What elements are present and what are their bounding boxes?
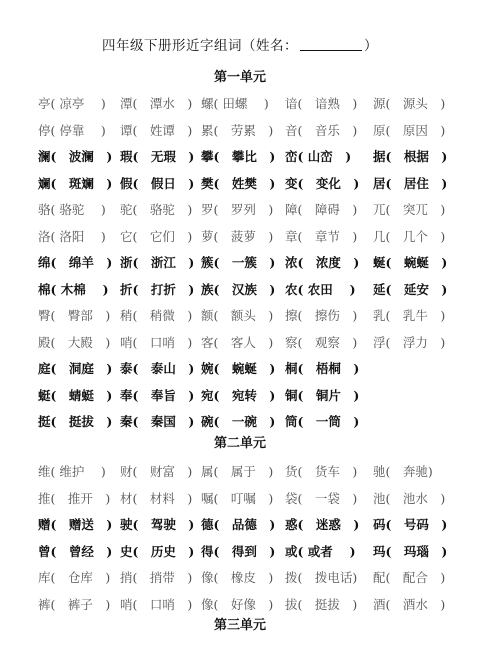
word-entry: 像( 橡皮 ) [201, 570, 274, 585]
word-entry: 拨( 拨电话) [285, 570, 358, 585]
word-entry: 攀( 攀比 ) [201, 149, 276, 164]
word-entry: 兀( 突兀 ) [373, 202, 446, 217]
word-entry: 财( 财富 ) [120, 464, 193, 479]
word-entry: 稍( 稍微 ) [120, 308, 193, 323]
word-row [38, 253, 458, 273]
word-entry: 属( 属于 ) [201, 464, 274, 479]
word-entry: 源( 源头 ) [373, 96, 446, 111]
word-entry: 它( 它们 ) [120, 228, 193, 244]
word-entry: 延( 延安 ) [373, 281, 448, 297]
section-heading: 第二单元 [213, 436, 266, 451]
word-entry: 泰( 泰山 ) [120, 361, 195, 376]
section-heading: 第一单元 [213, 70, 266, 85]
word-entry: 桐( 梧桐 ) [285, 361, 360, 376]
word-row [38, 147, 458, 167]
word-entry: 哨( 口哨 ) [120, 596, 193, 612]
word-entry: 驰( 奔驰) [373, 464, 433, 479]
word-entry: 萝( 菠萝 ) [201, 228, 274, 244]
word-row [38, 462, 458, 482]
word-entry: 谭( 姓谭 ) [120, 122, 193, 138]
word-entry: 嘱( 叮嘱 ) [201, 490, 274, 506]
word-row [38, 386, 458, 406]
word-entry: 碗( 一碗 ) [201, 414, 276, 429]
word-entry: 浙( 浙江 ) [120, 255, 195, 270]
word-entry: 蜓( 蜻蜓 ) [38, 387, 113, 403]
word-entry: 骆( 骆驼 ) [38, 202, 106, 217]
word-entry: 乳( 乳牛 ) [373, 308, 446, 323]
word-entry: 推( 推开 ) [38, 490, 111, 506]
word-row [38, 333, 458, 353]
word-entry: 音( 音乐 ) [285, 122, 358, 138]
word-entry: 赠( 赠送 ) [38, 517, 113, 532]
word-entry: 臀( 臀部 ) [38, 308, 111, 323]
word-row [38, 489, 458, 509]
word-entry: 农( 农田 ) [285, 281, 356, 297]
word-row [38, 359, 458, 379]
word-entry: 宛( 宛转 ) [201, 387, 276, 403]
word-row [38, 515, 458, 535]
word-entry: 庭( 洞庭 ) [38, 361, 113, 376]
word-entry: 码( 号码 ) [373, 517, 448, 532]
word-entry: 史( 历史 ) [120, 543, 195, 559]
word-entry: 停( 停靠 ) [38, 122, 106, 138]
word-row [38, 568, 458, 588]
word-entry: 亭( 凉亭 ) [38, 96, 106, 111]
word-entry: 浓( 浓度 ) [285, 255, 360, 270]
word-row [38, 227, 458, 247]
word-row [38, 94, 458, 114]
word-entry: 挺( 挺拔 ) [38, 414, 113, 429]
word-entry: 居( 居住 ) [373, 175, 448, 191]
title-text: 四年级下册形近字组词（姓名： [102, 38, 298, 54]
section-heading: 第三单元 [213, 618, 266, 633]
word-entry: 像( 好像 ) [201, 596, 274, 612]
word-entry: 奉( 奉旨 ) [120, 387, 195, 403]
word-entry: 铜( 铜片 ) [285, 387, 360, 403]
word-entry: 酒( 酒水 ) [373, 596, 446, 612]
word-entry: 累( 劳累 ) [201, 122, 274, 138]
word-entry: 得( 得到 ) [201, 543, 276, 559]
word-row [38, 200, 458, 220]
word-entry: 驶( 驾驶 ) [120, 517, 195, 532]
word-entry: 殿( 大殿 ) [38, 334, 111, 350]
word-entry: 螺( 田螺 ) [201, 96, 269, 111]
word-entry: 浮( 浮力 ) [373, 334, 446, 350]
worksheet-title [0, 34, 480, 54]
word-entry: 瑕( 无瑕 ) [120, 149, 195, 164]
word-entry: 障( 障碍 ) [285, 202, 358, 217]
word-row [38, 542, 458, 562]
word-entry: 谙( 谙熟 ) [285, 96, 358, 111]
word-entry: 绵( 绵羊 ) [38, 255, 113, 270]
word-entry: 樊( 姓樊 ) [201, 175, 276, 191]
word-entry: 玛( 玛瑙 ) [373, 543, 448, 559]
name-blank [300, 38, 362, 51]
word-entry: 斓( 斑斓 ) [38, 175, 113, 191]
word-entry: 秦( 秦国 ) [120, 414, 195, 429]
word-entry: 袋( 一袋 ) [285, 490, 358, 506]
word-entry: 据( 根据 ) [373, 149, 448, 164]
word-entry: 罗( 罗列 ) [201, 202, 274, 217]
word-entry: 簇( 一簇 ) [201, 255, 276, 270]
word-entry: 货( 货车 ) [285, 464, 358, 479]
word-entry: 曾( 曾经 ) [38, 543, 113, 559]
word-entry: 维( 维护 ) [38, 464, 106, 479]
word-entry: 德( 品德 ) [201, 517, 276, 532]
word-entry: 折( 打折 ) [120, 281, 195, 297]
word-entry: 擦( 擦伤 ) [285, 308, 358, 323]
word-entry: 客( 客人 ) [201, 334, 274, 350]
word-entry: 池( 池水 ) [373, 490, 446, 506]
title-close: ） [364, 38, 378, 54]
word-entry: 几( 几个 ) [373, 228, 446, 244]
word-entry: 假( 假日 ) [120, 175, 195, 191]
word-entry: 或( 或者 ) [285, 543, 356, 559]
word-entry: 拔( 挺拔 ) [285, 596, 358, 612]
word-entry: 捎( 捎带 ) [120, 570, 193, 585]
word-entry: 蜒( 蜿蜒 ) [373, 255, 448, 270]
word-entry: 驼( 骆驼 ) [120, 202, 193, 217]
word-row [38, 306, 458, 326]
word-entry: 洛( 洛阳 ) [38, 228, 106, 244]
word-entry: 配( 配合 ) [373, 570, 446, 585]
word-entry: 婉( 蜿蜒 ) [201, 361, 276, 376]
word-entry: 察( 观察 ) [285, 334, 358, 350]
word-entry: 章( 章节 ) [285, 228, 358, 244]
word-entry: 原( 原因 ) [373, 122, 446, 138]
word-row [38, 595, 458, 615]
word-entry: 材( 材料 ) [120, 490, 193, 506]
word-row [38, 174, 458, 194]
word-row [38, 280, 458, 300]
word-entry: 库( 仓库 ) [38, 570, 111, 585]
word-entry: 额( 额头 ) [201, 308, 274, 323]
word-entry: 澜( 波澜 ) [38, 149, 113, 164]
word-row [38, 412, 458, 432]
word-entry: 惑( 迷惑 ) [285, 517, 360, 532]
word-entry: 哨( 口哨 ) [120, 334, 193, 350]
word-entry: 棉( 木棉 ) [38, 281, 109, 297]
word-row [38, 121, 458, 141]
word-entry: 筒( 一筒 ) [285, 414, 360, 429]
word-entry: 裤( 裤子 ) [38, 596, 111, 612]
word-entry: 变( 变化 ) [285, 175, 360, 191]
word-entry: 族( 汉族 ) [201, 281, 276, 297]
word-entry: 峦( 山峦 ) [285, 149, 352, 164]
word-entry: 潭( 潭水 ) [120, 96, 193, 111]
